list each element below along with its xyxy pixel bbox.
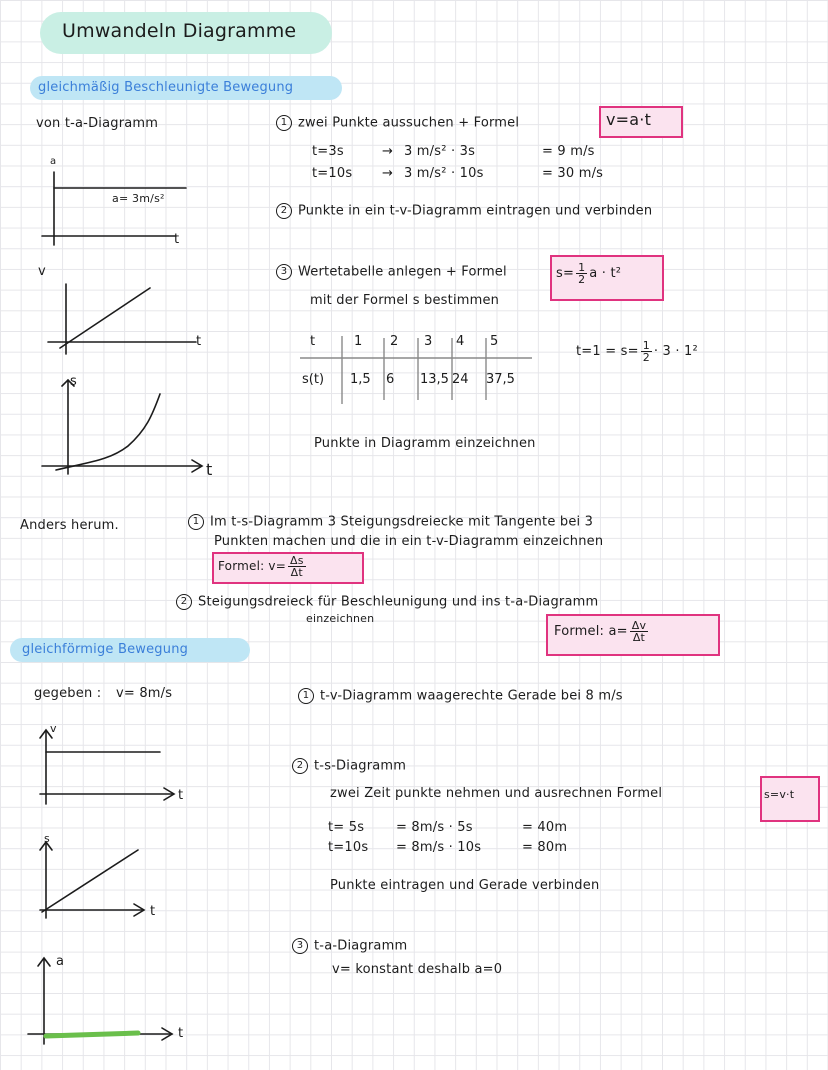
sec3-calc1-expr: = 8m/s · 5s bbox=[396, 820, 473, 835]
calc1-res: = 9 m/s bbox=[542, 144, 595, 159]
sec2-label: Anders herum. bbox=[20, 518, 119, 533]
example-rhs: · 3 · 1² bbox=[653, 344, 698, 359]
g6-label-y: a bbox=[56, 954, 65, 969]
example-lhs: t=1 = s= bbox=[576, 344, 639, 359]
g3-label-y: s bbox=[70, 374, 77, 389]
sec3-step2-text: zwei Zeit punkte nehmen und ausrechnen Formel bbox=[330, 786, 663, 801]
step-number: 1 bbox=[276, 115, 292, 131]
table-cell-t: 4 bbox=[456, 334, 465, 349]
sec3-given-val: v= 8m/s bbox=[116, 686, 173, 701]
calc2-expr: 3 m/s² · 10s bbox=[404, 166, 484, 181]
g3-parabola bbox=[56, 394, 160, 470]
sec3-calc2-res: = 80m bbox=[522, 840, 568, 855]
formula-s-num: 1 bbox=[578, 261, 586, 274]
calc1-expr: 3 m/s² · 3s bbox=[404, 144, 476, 159]
formula-v-num: Δs bbox=[289, 554, 304, 567]
sec3-step3-title-text: t-a-Diagramm bbox=[314, 938, 408, 954]
sec3-calc1-t: t= 5s bbox=[328, 820, 365, 835]
sec3-calc2-t: t=10s bbox=[328, 840, 369, 855]
page-title: Umwandeln Diagramme bbox=[62, 20, 297, 42]
g5-label-y: s bbox=[44, 832, 50, 845]
table-cell-s: 1,5 bbox=[350, 372, 371, 387]
sec2-step1-line2: Punkten machen und die in ein t-v-Diagramm einzeichnen bbox=[214, 534, 604, 549]
g1-label-x: t bbox=[174, 232, 180, 247]
sec3-calc2-expr: = 8m/s · 10s bbox=[396, 840, 482, 855]
step-number: 2 bbox=[176, 594, 192, 610]
formula-s-rhs: a · t² bbox=[589, 266, 622, 281]
table-cell-t: 5 bbox=[490, 334, 499, 349]
step-number: 2 bbox=[292, 758, 308, 774]
calc2-arrow: → bbox=[382, 166, 394, 181]
table-cell-s: 37,5 bbox=[486, 372, 515, 387]
calc1-t: t=3s bbox=[312, 144, 344, 159]
sec3-step3-text: v= konstant deshalb a=0 bbox=[332, 962, 503, 977]
table-cell-s: 24 bbox=[452, 372, 469, 387]
g1-label-y: a bbox=[50, 156, 57, 167]
sec1-step3-text: Wertetabelle anlegen + Formel bbox=[298, 264, 507, 280]
g5-s-line bbox=[42, 850, 138, 912]
g2-v-line bbox=[60, 288, 150, 348]
g1-value: a= 3m/s² bbox=[112, 192, 165, 205]
formula-s-den: 2 bbox=[578, 273, 586, 286]
table-head-s: s(t) bbox=[302, 372, 325, 387]
example-den: 2 bbox=[642, 351, 650, 364]
step-number: 3 bbox=[276, 264, 292, 280]
example-num: 1 bbox=[642, 339, 650, 352]
formula-a-lhs: Formel: a= bbox=[554, 624, 628, 639]
table-cell-t: 2 bbox=[390, 334, 399, 349]
formula-s-lhs: s= bbox=[556, 266, 575, 281]
g6-label-x: t bbox=[178, 1026, 184, 1041]
sec1-step3-text2: mit der Formel s bestimmen bbox=[310, 293, 500, 308]
g2-label-y: v bbox=[38, 264, 46, 279]
sec2-step2-line2: einzeichnen bbox=[306, 612, 375, 625]
sec1-from: von t-a-Diagramm bbox=[36, 116, 159, 131]
calc2-t: t=10s bbox=[312, 166, 353, 181]
formula-v-lhs: Formel: v= bbox=[218, 559, 286, 573]
step-number: 1 bbox=[298, 688, 314, 704]
g6-zero-line bbox=[46, 1033, 138, 1036]
sec2-step2-text1: Steigungsdreieck für Beschleunigung und ins t-a-Diagramm bbox=[198, 594, 599, 610]
sec3-step1-text: t-v-Diagramm waagerechte Gerade bei 8 m/s bbox=[320, 688, 623, 704]
formula-s-vt: s=v·t bbox=[764, 788, 795, 801]
sec1-heading: gleichmäßig Beschleunigte Bewegung bbox=[38, 80, 294, 95]
g5-label-x: t bbox=[150, 904, 156, 919]
sec2-step1-text1: Im t-s-Diagramm 3 Steigungsdreiecke mit Tangente bei 3 bbox=[210, 514, 594, 530]
calc1-arrow: → bbox=[382, 144, 394, 159]
table-cell-t: 1 bbox=[354, 334, 363, 349]
g2-label-x: t bbox=[196, 334, 202, 349]
sec3-step2-title-text: t-s-Diagramm bbox=[314, 758, 407, 774]
formula-a-num: Δv bbox=[631, 619, 647, 632]
table-cell-t: 3 bbox=[424, 334, 433, 349]
sec3-connect: Punkte eintragen und Gerade verbinden bbox=[330, 878, 600, 893]
table-head-t: t bbox=[310, 334, 316, 349]
step-number: 3 bbox=[292, 938, 308, 954]
sec3-calc1-res: = 40m bbox=[522, 820, 568, 835]
table-cell-s: 6 bbox=[386, 372, 395, 387]
g3-label-x: t bbox=[206, 460, 213, 479]
step-number: 1 bbox=[188, 514, 204, 530]
sec3-given: gegeben : bbox=[34, 686, 102, 701]
sec1-step1-text: zwei Punkte aussuchen + Formel bbox=[298, 115, 520, 131]
sec1-step2-text: Punkte in ein t-v-Diagramm eintragen und verbinden bbox=[298, 203, 653, 219]
formula-a-den: Δt bbox=[632, 631, 646, 644]
g4-label-y: v bbox=[50, 722, 57, 735]
g4-label-x: t bbox=[178, 788, 184, 803]
table-cell-s: 13,5 bbox=[420, 372, 449, 387]
calc2-res: = 30 m/s bbox=[542, 166, 604, 181]
sec1-plot: Punkte in Diagramm einzeichnen bbox=[314, 436, 536, 451]
step-number: 2 bbox=[276, 203, 292, 219]
formula-v-den: Δt bbox=[290, 566, 303, 579]
sec3-heading: gleichförmige Bewegung bbox=[22, 642, 189, 657]
formula-v-at: v=a·t bbox=[606, 110, 652, 129]
